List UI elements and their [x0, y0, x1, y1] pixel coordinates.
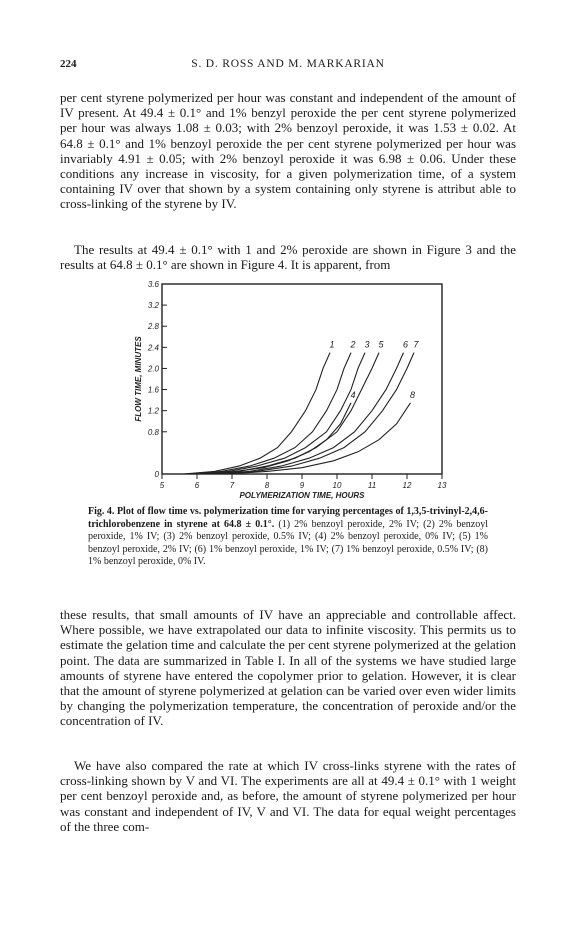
- x-tick-label: 8: [264, 481, 270, 490]
- x-tick-label: 10: [332, 481, 342, 490]
- y-tick-label: 1.6: [147, 385, 159, 395]
- figure-caption-text: (1) 2% benzoyl peroxide, 2% IV; (2) 2% benzoyl peroxide, 1% IV; (3) 2% benzoyl peroxide, 0.5% IV; (4) 2% benzoyl peroxide, 0% IV; (5) 1% benzoyl peroxide, 2% IV; (6) 1% benzoyl peroxide, 1% IV; (7) 1% benzoyl peroxide, 0.5% IV; (8) 1% benzoyl peroxide, 0% IV.: [88, 518, 489, 567]
- x-tick-label: 6: [194, 481, 200, 490]
- paragraph-1: per cent styrene polymerized per hour was constant and independent of the amount of IV present. At 49.4 ± 0.1° and 1% benzyl peroxide the per cent styrene polymerized per hour was always 1.08 ± 0.03; with 2% benzoyl peroxide, it was 1.53 ± 0.02. At 64.8 ± 0.1° and 1% benzoyl peroxide the per cent styrene polymerized per hour was invariably 4.91 ± 0.05; with 2% benzoyl peroxide it was 6.98 ± 0.06. Under these conditions any increase in viscosity, for a given polymerization time, of a system containing IV over that shown by a system containing only styrene is attribut able to cross-linking of the styrene by IV.: [60, 90, 516, 212]
- series-line-6: [211, 353, 404, 474]
- x-tick-label: 12: [402, 481, 412, 490]
- series-label-6: 6: [402, 339, 409, 350]
- x-tick-label: 11: [367, 481, 377, 490]
- figure-4: [130, 276, 450, 506]
- y-tick-label: 2.8: [147, 322, 159, 332]
- running-head: S. D. ROSS AND M. MARKARIAN: [191, 58, 385, 70]
- series-line-2: [190, 353, 351, 474]
- flow-time-chart: [130, 276, 450, 506]
- figure-caption: [88, 506, 488, 569]
- plot-frame: [162, 284, 442, 474]
- x-axis-label: POLYMERIZATION TIME, HOURS: [239, 491, 365, 500]
- figure-caption-label: Fig. 4. Plot of flow time vs. polymerization time for varying percentages of 1,3,5-trivinyl-2,4,6-trichlorobenzene in styrene at 64.8 ± 0.1°.: [88, 506, 488, 530]
- x-tick-label: 9: [299, 481, 305, 490]
- y-axis-label: FLOW TIME, MINUTES: [134, 336, 143, 422]
- series-label-7: 7: [413, 339, 419, 350]
- y-tick-label: 2.0: [147, 364, 159, 374]
- series-line-3: [197, 353, 365, 474]
- series-label-4: 4: [350, 389, 356, 400]
- x-tick-label: 13: [437, 481, 447, 490]
- y-tick-label: 3.6: [147, 280, 159, 289]
- series-label-2: 2: [350, 339, 356, 350]
- series-line-5: [204, 353, 379, 474]
- series-label-1: 1: [329, 339, 335, 350]
- series-label-8: 8: [409, 389, 416, 400]
- series-label-5: 5: [378, 339, 384, 350]
- y-tick-label: 1.2: [147, 406, 159, 416]
- y-tick-label: 2.4: [147, 343, 159, 353]
- page-number: 224: [60, 58, 77, 70]
- paragraph-4: We have also compared the rate at which IV cross-links styrene with the rates of cross-linking shown by V and VI. The experiments are all at 49.4 ± 0.1° with 1 weight per cent benzoyl peroxide and, as before, the amount of styrene polymerized per hour was constant and independent of IV, V and VI. The data for equal weight percentages of the three com-: [60, 758, 516, 834]
- x-tick-label: 7: [229, 481, 235, 490]
- paragraph-2: The results at 49.4 ± 0.1° with 1 and 2% peroxide are shown in Figure 3 and the results at 64.8 ± 0.1° are shown in Figure 4. It is apparent, from: [60, 242, 516, 273]
- y-tick-label: 3.2: [147, 301, 159, 311]
- series-label-3: 3: [364, 339, 370, 350]
- y-tick-label: 0.8: [147, 427, 159, 437]
- y-tick-label: 0: [154, 470, 159, 479]
- page-header: [60, 58, 516, 74]
- series-line-7: [218, 353, 414, 474]
- paragraph-3: these results, that small amounts of IV have an appreciable and controllable affect. Where possible, we have extrapolated our data to infinite viscosity. This permits us to estimate the gelation time and calculate the per cent styrene polymerized at the gelation point. The data are summarized in Table I. In all of the systems we have studied large amounts of styrene have entered the copolymer prior to gelation. However, it is clear that the amount of styrene polymerized at gelation can be varied over even wider limits by changing the polymerization temperature, the concentration of peroxide and/or the concentration of IV.: [60, 607, 516, 729]
- series-line-1: [183, 353, 330, 474]
- x-tick-label: 5: [159, 481, 165, 490]
